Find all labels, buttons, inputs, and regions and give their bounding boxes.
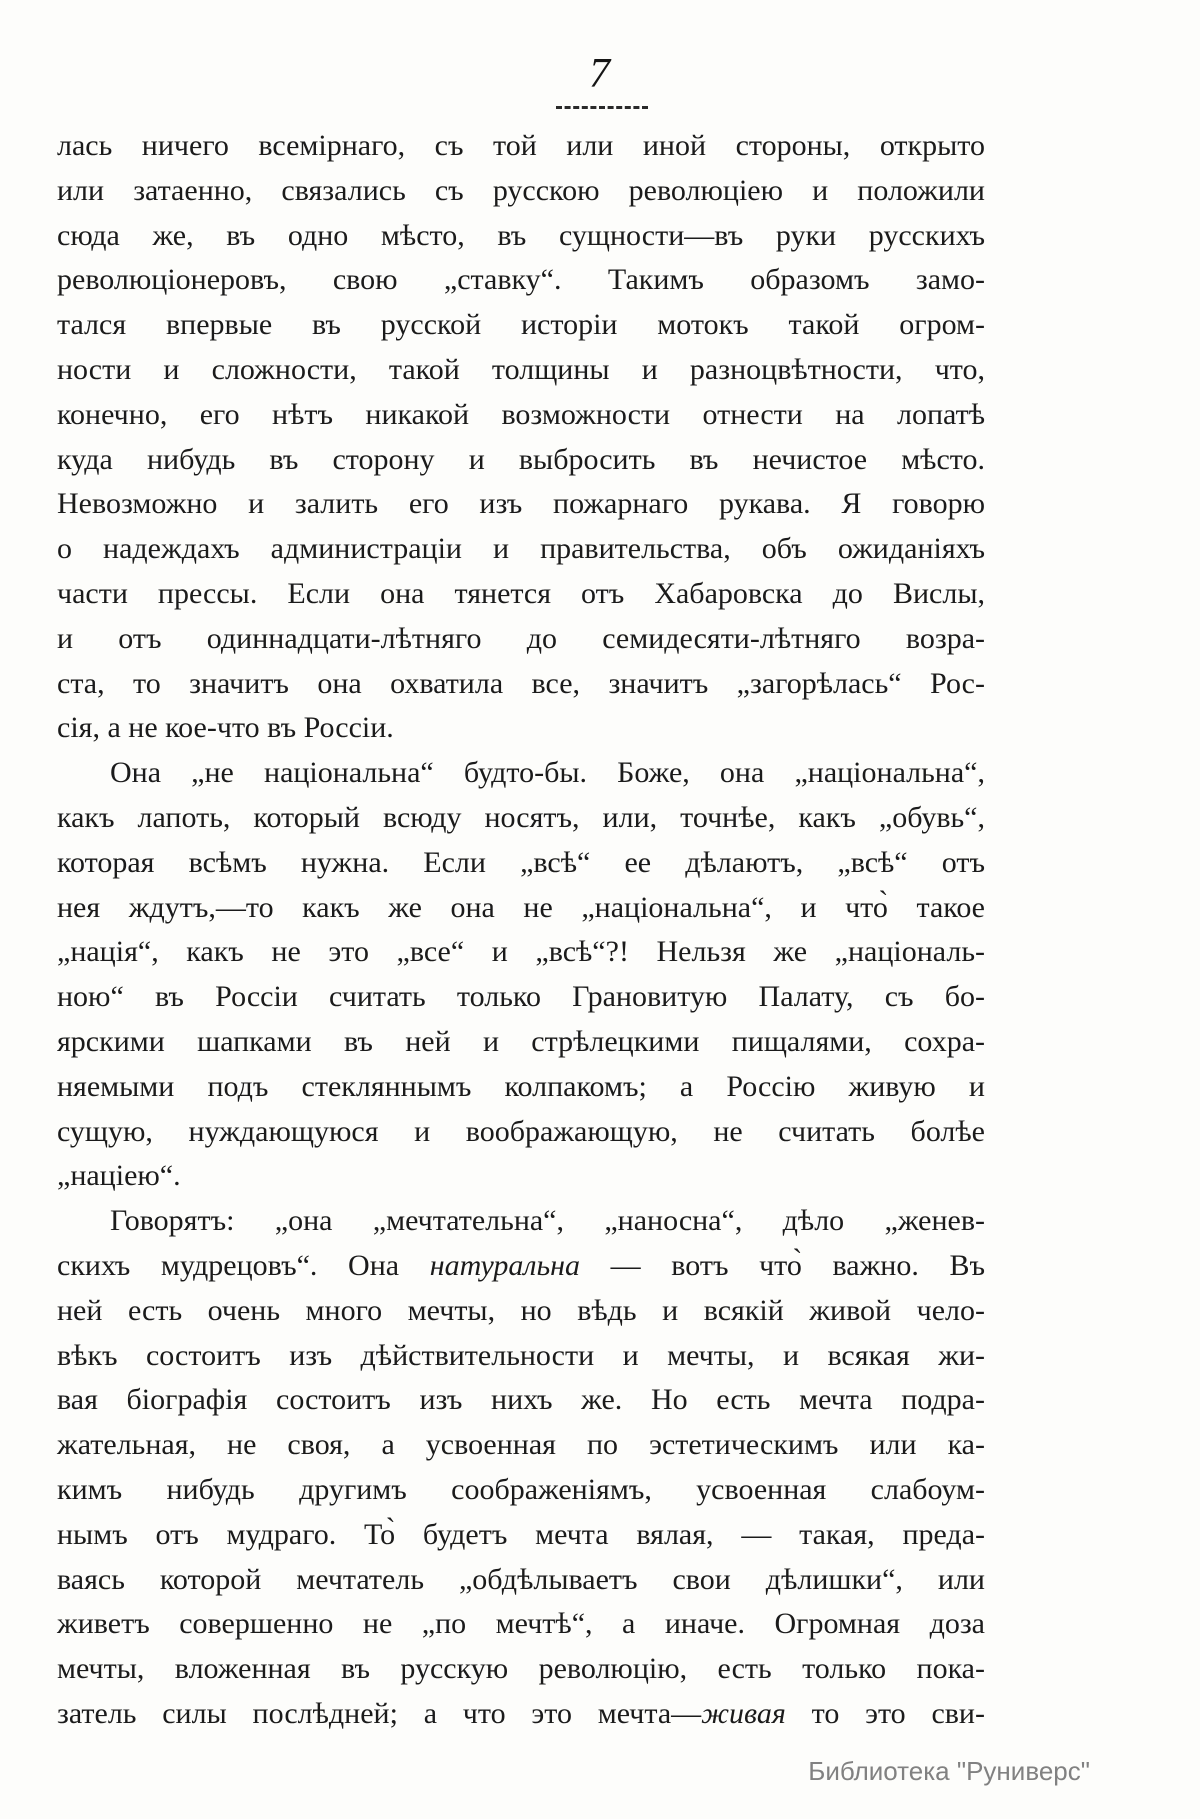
text-line: [57, 1244, 985, 1289]
text-line: [57, 841, 985, 886]
text-segment: тался впервые въ русской исторіи мотокъ такой огром-: [57, 308, 985, 342]
text-segment: няемыми подъ стекляннымъ колпакомъ; а Россію живую и: [57, 1069, 985, 1103]
text-line: [57, 1423, 985, 1468]
text-line: [57, 1154, 985, 1199]
text-line: [57, 1558, 985, 1603]
text-line: [57, 1602, 985, 1647]
text-line: [57, 169, 985, 214]
text-segment: „нація“, какъ не это „все“ и „всѣ“?! Нельзя же „національ-: [57, 935, 985, 969]
text-segment: „націею“.: [57, 1159, 181, 1193]
page-number: 7: [589, 51, 611, 97]
text-segment: мечты, вложенная въ русскую революцію, есть только пока-: [57, 1652, 985, 1686]
text-segment: конечно, его нѣтъ никакой возможности отнести на лопатѣ: [57, 397, 985, 431]
text-line: [57, 124, 985, 169]
italic-phrase: живая: [701, 1696, 786, 1730]
text-line: [57, 706, 985, 751]
italic-phrase: натуральна: [429, 1248, 581, 1282]
text-line: [57, 1513, 985, 1558]
text-line: [57, 1289, 985, 1334]
text-segment: нея ждутъ,—то какъ же она не „національна“, и что̀ такое: [57, 890, 985, 924]
text-line: [57, 1692, 985, 1737]
text-segment: куда нибудь въ сторону и выбросить въ нечистое мѣсто.: [57, 442, 985, 476]
text-line: [57, 796, 985, 841]
text-segment: ною“ въ Россіи считать только Грановитую Палату, съ бо-: [57, 980, 985, 1014]
text-line: [57, 975, 985, 1020]
text-segment: части прессы. Если она тянется отъ Хабаровска до Вислы,: [57, 576, 985, 610]
text-line: [57, 1110, 985, 1155]
text-line: [57, 572, 985, 617]
text-segment: — вотъ что̀ важно. Въ: [580, 1248, 985, 1282]
text-line: [57, 662, 985, 707]
text-segment: сущую, нуждающуюся и воображающую, не считать болѣе: [57, 1114, 985, 1148]
text-segment: какъ лапоть, который всюду носятъ, или, точнѣе, какъ „обувь“,: [57, 800, 985, 834]
text-line: [57, 1334, 985, 1379]
text-segment: ярскими шапками въ ней и стрѣлецкими пищалями, сохра-: [57, 1024, 985, 1058]
text-segment: затель силы послѣдней; а что это мечта—: [57, 1696, 702, 1730]
text-segment: ста, то значитъ она охватила все, значитъ „загорѣлась“ Рос-: [57, 666, 985, 700]
text-line: [57, 527, 985, 572]
body-text: [57, 124, 985, 1737]
text-segment: ности и сложности, такой толщины и разноцвѣтности, что,: [57, 352, 985, 386]
text-segment: сія, а не кое-что въ Россіи.: [57, 711, 394, 745]
text-line: [57, 438, 985, 483]
text-segment: то это сви-: [785, 1696, 985, 1730]
text-segment: революціонеровъ, свою „ставку“. Такимъ образомъ замо-: [57, 263, 985, 297]
text-segment: Говорятъ: „она „мечтательна“, „наносна“, дѣло „женев-: [110, 1204, 985, 1238]
text-line: [57, 930, 985, 975]
text-line: [57, 1020, 985, 1065]
text-segment: жательная, не своя, а усвоенная по эстетическимъ или ка-: [57, 1428, 985, 1462]
text-line: [57, 393, 985, 438]
text-segment: лась ничего всемірнаго, съ той или иной стороны, открыто: [57, 129, 985, 162]
text-segment: Она „не національна“ будто-бы. Боже, она „національна“,: [110, 756, 985, 790]
text-line: [57, 348, 985, 393]
text-line: [57, 303, 985, 348]
text-segment: о надеждахъ администраціи и правительства, объ ожиданіяхъ: [57, 532, 985, 566]
text-line: [57, 886, 985, 931]
text-segment: ваясь которой мечтатель „обдѣлываетъ свои дѣлишки“, или: [57, 1562, 985, 1596]
text-line: [57, 1378, 985, 1423]
text-segment: живетъ совершенно не „по мечтѣ“, а иначе. Огромная доза: [57, 1607, 985, 1641]
page-number-rule: [556, 106, 648, 109]
text-segment: вая біографія состоитъ изъ нихъ же. Но есть мечта подра-: [57, 1383, 985, 1417]
text-segment: или затаенно, связались съ русскою революціею и положили: [57, 173, 985, 207]
text-segment: вѣкъ состоитъ изъ дѣйствительности и мечты, и всякая жи-: [57, 1338, 985, 1372]
text-segment: которая всѣмъ нужна. Если „всѣ“ ее дѣлаютъ, „всѣ“ отъ: [57, 845, 985, 879]
text-line: [57, 617, 985, 662]
text-segment: и отъ одиннадцати-лѣтняго до семидесяти-лѣтняго возра-: [57, 621, 985, 655]
text-line: [57, 1199, 985, 1244]
text-line: [57, 751, 985, 796]
text-segment: Невозможно и залить его изъ пожарнаго рукава. Я говорю: [57, 487, 985, 521]
text-segment: нымъ отъ мудраго. То̀ будетъ мечта вялая, — такая, преда-: [57, 1517, 985, 1551]
text-segment: сюда же, въ одно мѣсто, въ сущности—въ руки русскихъ: [57, 218, 985, 252]
library-watermark: Библиотека "Руниверс": [808, 1756, 1090, 1786]
text-segment: кимъ нибудь другимъ соображеніямъ, усвоенная слабоум-: [57, 1472, 985, 1506]
text-line: [57, 1065, 985, 1110]
text-segment: ней есть очень много мечты, но вѣдь и всякій живой чело-: [57, 1293, 985, 1327]
text-line: [57, 1647, 985, 1692]
text-line: [57, 258, 985, 303]
text-line: [57, 1468, 985, 1513]
text-line: [57, 482, 985, 527]
text-segment: скихъ мудрецовъ“. Она: [57, 1248, 430, 1282]
text-line: [57, 214, 985, 259]
